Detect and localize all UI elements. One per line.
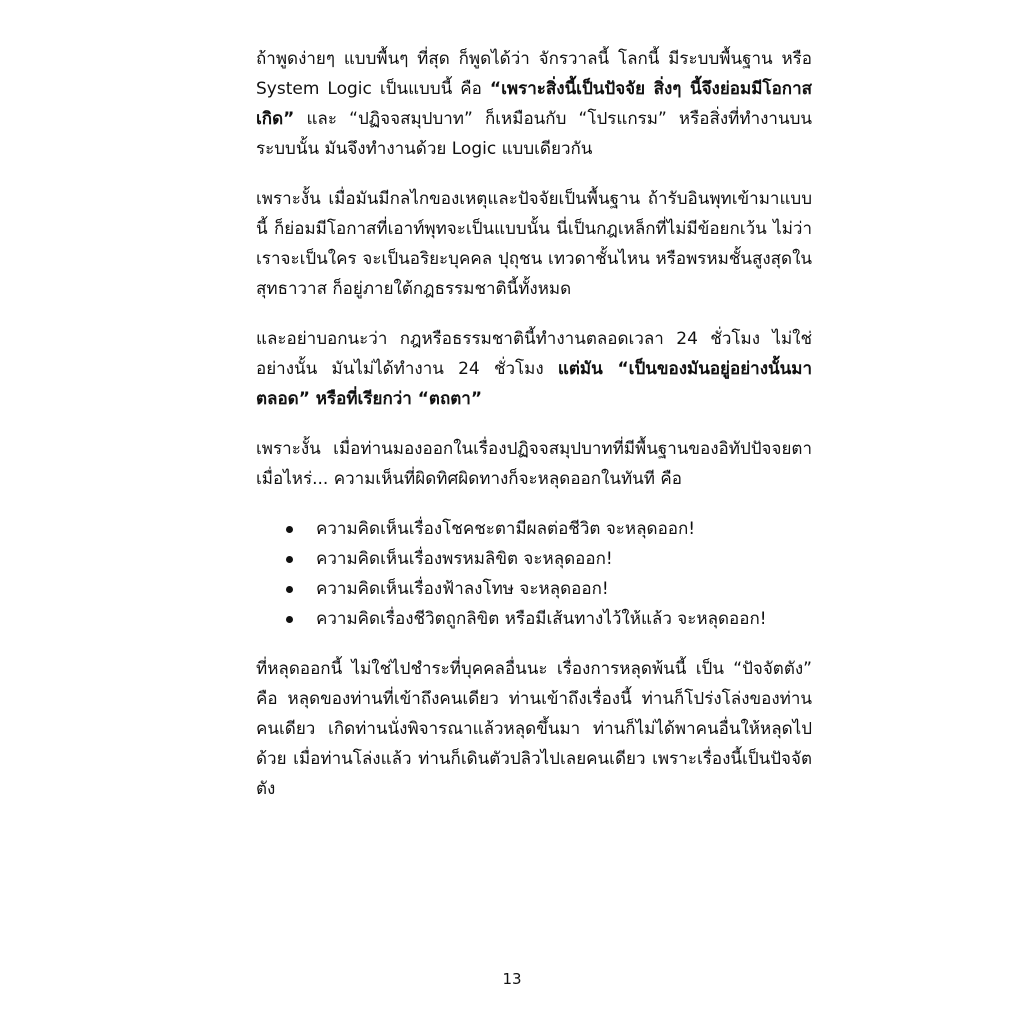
list-item-text: ความคิดเห็นเรื่องพรหมลิขิต จะหลุดออก!: [316, 549, 613, 569]
p3-text-1: และอย่าบอกนะว่า กฎหรือธรรมชาตินี้ทำงานตลอดเวลา 24 ชั่วโมง ไม่ใช่อย่างนั้น มันไม่ได้ทำงาน 24 ชั่วโมง: [256, 329, 812, 379]
p1-text-1: ถ้าพูดง่ายๆ แบบพื้นๆ ที่สุด ก็พูดได้ว่า จักรวาลนี้ โลกนี้ มีระบบพื้นฐาน หรือ System Logic เป็นแบบนี้ คือ: [256, 49, 812, 99]
list-item: [286, 514, 812, 544]
list-item-text: ความคิดเรื่องชีวิตถูกลิขิต หรือมีเส้นทางไว้ให้แล้ว จะหลุดออก!: [316, 609, 767, 629]
page-body: [256, 44, 812, 824]
page-number: 13: [502, 970, 522, 988]
paragraph-2: [256, 184, 812, 304]
paragraph-4: [256, 434, 812, 494]
list-item-text: ความคิดเห็นเรื่องโชคชะตามีผลต่อชีวิต จะหลุดออก!: [316, 519, 696, 539]
bullet-list: [256, 514, 812, 634]
list-item: [286, 544, 812, 574]
p2-text-1: เพราะงั้น เมื่อมันมีกลไกของเหตุและปัจจัยเป็นพื้นฐาน ถ้ารับอินพุทเข้ามาแบบนี้ ก็ย่อมมีโอกาสที่เอาท์พุทจะเป็นแบบนั้น นี่เป็นกฎเหล็กที่ไม่มีข้อยกเว้น ไม่ว่าเราจะเป็นใคร จะเป็นอริยะบุคคล ปุถุชน เทวดาชั้นไหน หรือพรหมชั้นสูงสุดในสุทธาวาส ก็อยู่ภายใต้กฎธรรมชาตินี้ทั้งหมด: [256, 189, 812, 299]
bullet-icon: [286, 526, 293, 533]
bullet-icon: [286, 616, 293, 623]
list-item: [286, 574, 812, 604]
paragraph-1: [256, 44, 812, 164]
bullet-icon: [286, 586, 293, 593]
p1-bold-quote: “เพราะสิ่งนี้เป็นปัจจัย สิ่งๆ นี้จึงย่อมมีโอกาสเกิด”: [256, 79, 812, 129]
p4-text-1: เพราะงั้น เมื่อท่านมองออกในเรื่องปฏิจจสมุปบาทที่มีพื้นฐานของอิทัปปัจจยตาเมื่อไหร่... ความเห็นที่ผิดทิศผิดทางก็จะหลุดออกในทันที คือ: [256, 439, 812, 489]
paragraph-3: [256, 324, 812, 414]
bullet-icon: [286, 556, 293, 563]
p1-text-2: และ “ปฏิจจสมุปบาท” ก็เหมือนกับ “โปรแกรม” หรือสิ่งที่ทำงานบนระบบนั้น มันจึงทำงานด้วย Logic แบบเดียวกัน: [256, 109, 812, 159]
closing-paragraph: ที่หลุดออกนี้ ไม่ใช่ไปชำระที่บุคคลอื่นนะ เรื่องการหลุดพ้นนี้ เป็น “ปัจจัตตัง” คือ หลุดของท่านที่เข้าถึงคนเดียว ท่านเข้าถึงเรื่องนี้ ท่านก็โปร่งโล่งของท่านคนเดียว เกิดท่านนั่งพิจารณาแล้วหลุดขึ้นมา ท่านก็ไม่ได้พาคนอื่นให้หลุดไปด้วย เมื่อท่านโล่งแล้ว ท่านก็เดินตัวปลิวไปเลยคนเดียว เพราะเรื่องนี้เป็นปัจจัตตัง: [256, 659, 812, 799]
p3-bold-quote: แต่มัน “เป็นของมันอยู่อย่างนั้นมาตลอด” หรือที่เรียกว่า “ตถตา”: [256, 359, 813, 409]
list-item-text: ความคิดเห็นเรื่องฟ้าลงโทษ จะหลุดออก!: [316, 579, 609, 599]
list-item: [286, 604, 812, 634]
